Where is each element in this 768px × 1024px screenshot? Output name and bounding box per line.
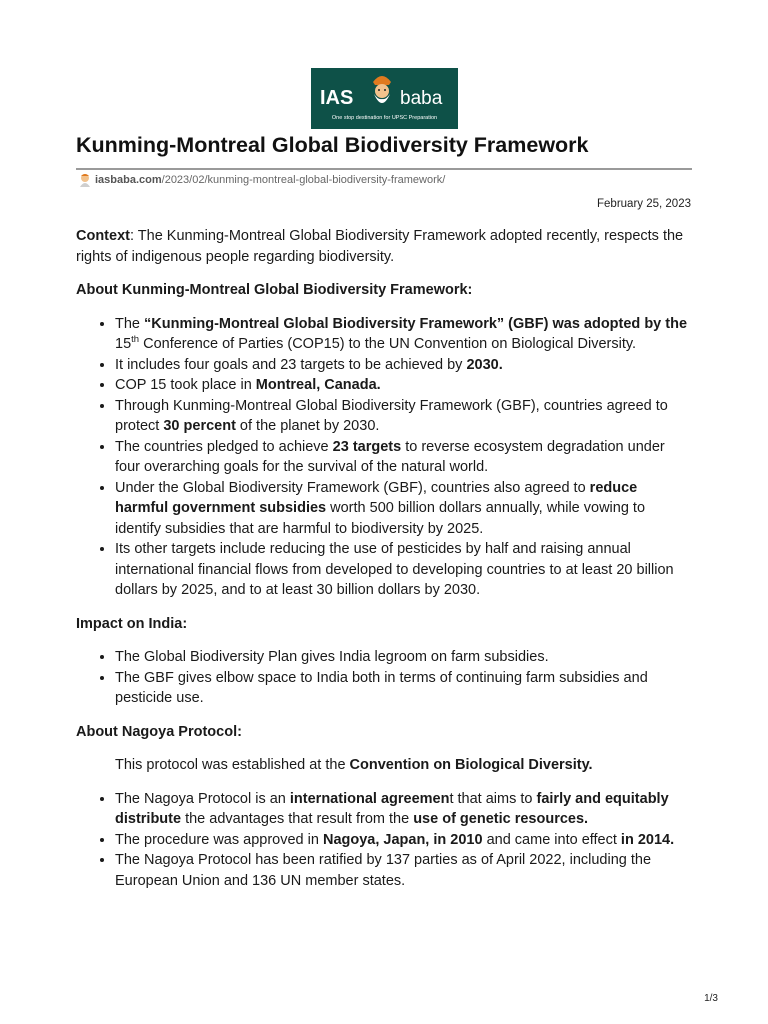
list-item: • Through Kunming-Montreal Global Biodiversity Framework (GBF), countries agreed to protect 30 percent of the planet by 2030. — [115, 396, 692, 437]
list-item: • The Nagoya Protocol has been ratified by 137 parties as of April 2022, including the European Union and 136 UN member states. — [115, 850, 692, 891]
list-item: • The procedure was approved in Nagoya, Japan, in 2010 and came into effect in 2014. — [115, 830, 692, 851]
page-title: Kunming-Montreal Global Biodiversity Framework — [76, 133, 589, 157]
baba-mascot-icon — [367, 72, 397, 112]
nagoya-intro: This protocol was established at the Convention on Biological Diversity. — [115, 757, 593, 773]
context-paragraph: Context: The Kunming-Montreal Global Biodiversity Framework adopted recently, respects the rights of indigenous people regarding biodiversity. — [76, 228, 684, 265]
list-item: • The countries pledged to achieve 23 targets to reverse ecosystem degradation under four overarching goals for the survival of the natural world. — [115, 437, 692, 478]
list-item: • Under the Global Biodiversity Framework (GBF), countries also agreed to reduce harmful government subsidies worth 500 billion dollars annually, while vowing to identify subsidies that are harmful to biodiversity by 2025. — [115, 478, 692, 540]
list-item: • It includes four goals and 23 targets to be achieved by 2030. — [115, 355, 692, 376]
gbf-list — [76, 314, 692, 601]
logo-baba-text: baba — [400, 88, 443, 109]
nagoya-list — [76, 789, 692, 892]
list-item: • Its other targets include reducing the use of pesticides by half and raising annual international financial flows from developed to developing countries to at least 20 billion dollars by 2025, and to at least 30 billion dollars by 2030. — [115, 539, 692, 601]
iasbaba-logo — [311, 68, 458, 129]
source-url[interactable] — [78, 173, 445, 187]
section-heading-gbf: About Kunming-Montreal Global Biodiversity Framework: — [76, 282, 473, 298]
post-date: February 25, 2023 — [597, 198, 691, 210]
url-path[interactable]: /2023/02/kunming-montreal-global-biodiversity-framework/ — [161, 174, 446, 186]
impact-list — [76, 647, 692, 709]
logo-tagline: One stop destination for UPSC Preparation — [331, 115, 438, 121]
list-item: • The GBF gives elbow space to India both in terms of continuing farm subsidies and pesticide use. — [115, 668, 692, 709]
context-label: Context — [76, 228, 130, 244]
list-item: • COP 15 took place in Montreal, Canada. — [115, 375, 692, 396]
logo-ias-text: IAS — [320, 87, 354, 109]
section-heading-nagoya: About Nagoya Protocol: — [76, 723, 242, 740]
section-heading-impact: Impact on India: — [76, 615, 188, 632]
title-divider — [76, 168, 692, 170]
list-item: • The “Kunming-Montreal Global Biodiversity Framework” (GBF) was adopted by the 15th Conference of Parties (COP15) to the UN Convention on Biological Diversity. — [115, 314, 692, 355]
list-item: • The Global Biodiversity Plan gives India legroom on farm subsidies. — [115, 647, 692, 668]
url-domain[interactable]: iasbaba.com — [95, 174, 162, 186]
page-number: 1/3 — [704, 993, 718, 1004]
article-body — [76, 226, 692, 904]
list-item: • The Nagoya Protocol is an international agreement that aims to fairly and equitably distribute the advantages that result from the use of genetic resources. — [115, 789, 692, 830]
site-favicon-icon — [78, 173, 92, 187]
